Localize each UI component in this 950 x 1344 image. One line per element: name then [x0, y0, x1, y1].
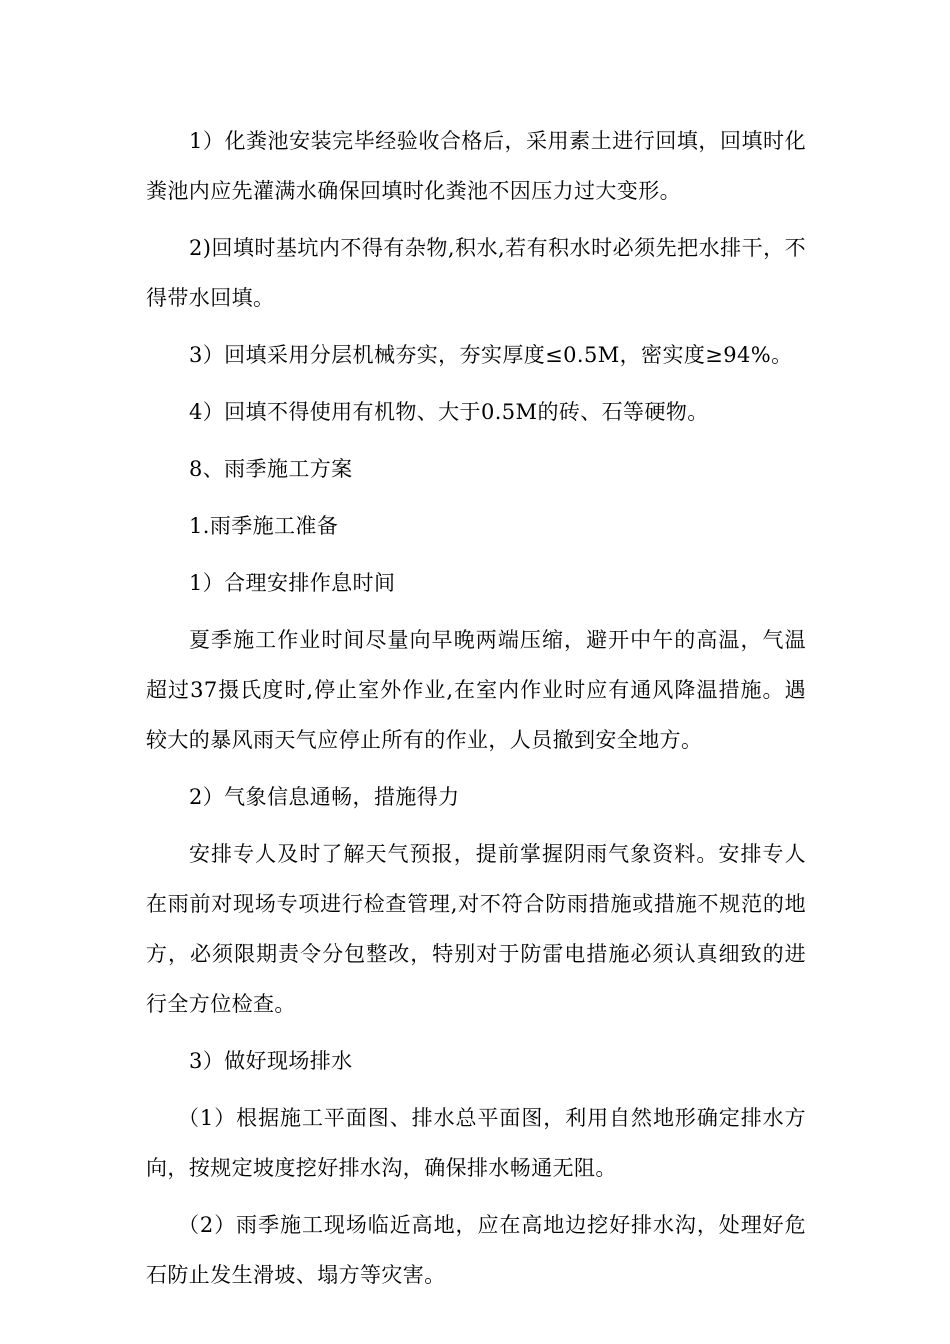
paragraph-backfill-3: 3）回填采用分层机械夯实，夯实厚度≤0.5M，密实度≥94%。 — [189, 343, 793, 367]
paragraph-backfill-4: 4）回填不得使用有机物、大于0.5M的砖、石等硬物。 — [189, 400, 709, 424]
document-page — [146, 116, 806, 1307]
paragraph-backfill-1: 1）化粪池安装完毕经验收合格后，采用素土进行回填，回填时化粪池内应先灌满水确保回填时化粪池不因压力过大变形。 — [146, 129, 806, 203]
paragraph-weather-inspection: 安排专人及时了解天气预报，提前掌握阴雨气象资料。安排专人在雨前对现场专项进行检查管理,对不符合防雨措施或措施不规范的地方，必须限期责令分包整改，特别对于防雷电措施必须认真细致的进行全方位检查。 — [146, 842, 806, 1016]
item-heading-drainage: 3）做好现场排水 — [189, 1049, 353, 1073]
section-heading-rainy-season: 8、雨季施工方案 — [189, 457, 353, 481]
paragraph-backfill-2: 2)回填时基坑内不得有杂物,积水,若有积水时必须先把水排干，不得带水回填。 — [146, 236, 806, 310]
paragraph-drainage-2: （2）雨季施工现场临近高地，应在高地边挖好排水沟，处理好危石防止发生滑坡、塌方等灾害。 — [146, 1213, 806, 1287]
paragraph-drainage-1: （1）根据施工平面图、排水总平面图，利用自然地形确定排水方向，按规定坡度挖好排水沟，确保排水畅通无阻。 — [146, 1106, 806, 1180]
item-heading-weather-info: 2）气象信息通畅，措施得力 — [189, 785, 460, 809]
paragraph-summer-work: 夏季施工作业时间尽量向早晚两端压缩，避开中午的高温，气温超过37摄氏度时,停止室外作业,在室内作业时应有通风降温措施。遇较大的暴风雨天气应停止所有的作业，人员撤到安全地方。 — [146, 628, 806, 752]
subsection-heading-preparation: 1.雨季施工准备 — [189, 514, 339, 538]
item-heading-schedule: 1）合理安排作息时间 — [189, 571, 396, 595]
